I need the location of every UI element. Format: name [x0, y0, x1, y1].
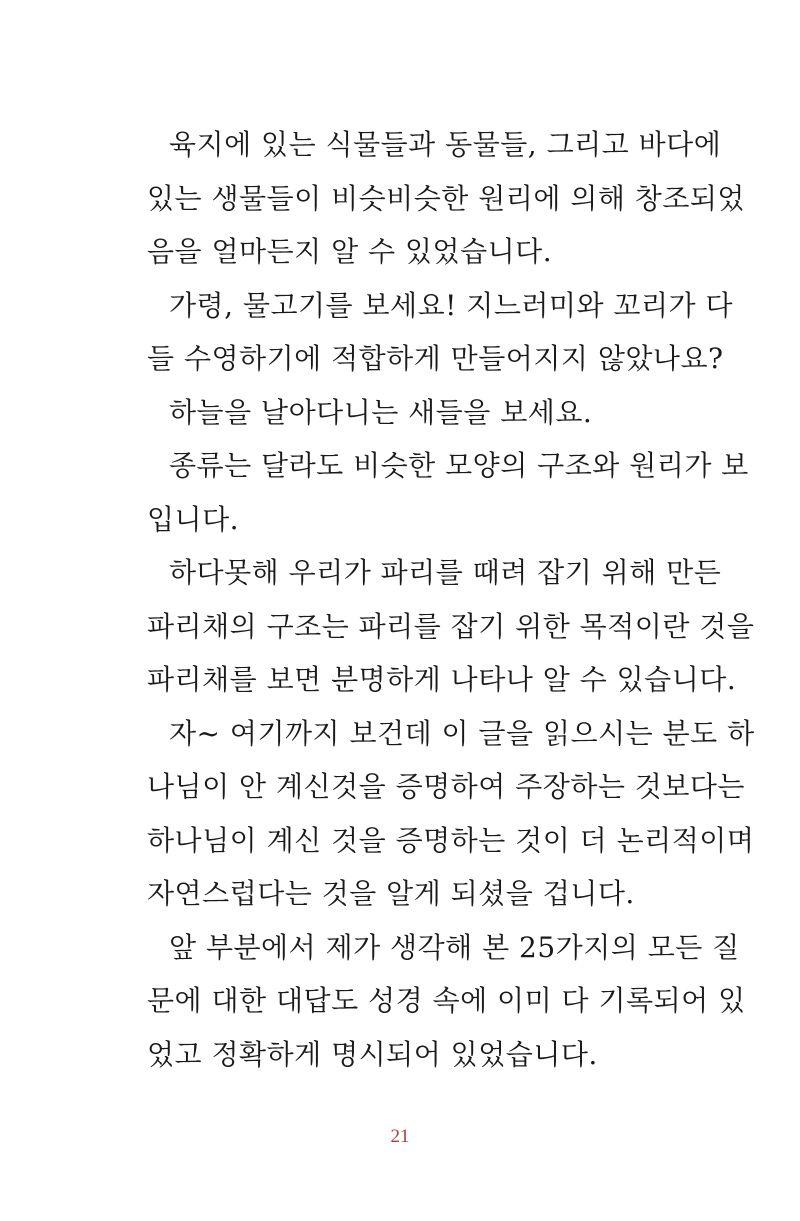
- text-line: 자연스럽다는 것을 알게 되셨을 겁니다.: [147, 877, 635, 910]
- text-line: 하늘을 날아다니는 새들을 보세요.: [169, 395, 593, 429]
- text-line: 하다못해 우리가 파리를 때려 잡기 위해 만든: [169, 556, 722, 589]
- text-line: 파리채의 구조는 파리를 잡기 위한 목적이란 것을: [147, 609, 755, 643]
- text-line: 앞 부분에서 제가 생각해 본 25가지의 모든 질: [169, 930, 740, 964]
- text-line: 파리채를 보면 분명하게 나타나 알 수 있습니다.: [147, 663, 737, 696]
- text-line: 가령, 물고기를 보세요! 지느러미와 꼬리가 다: [169, 288, 734, 322]
- text-line: 육지에 있는 식물들과 동물들, 그리고 바다에: [169, 128, 722, 161]
- text-line: 입니다.: [147, 502, 240, 536]
- text-line: 나님이 안 계신것을 증명하여 주장하는 것보다는: [147, 770, 745, 803]
- text-line: 들 수영하기에 적합하게 만들어지지 않았나요?: [147, 342, 724, 375]
- text-line: 종류는 달라도 비슷한 모양의 구조와 원리가 보: [169, 449, 749, 482]
- text-line: 있는 생물들이 비슷비슷한 원리에 의해 창조되었: [147, 181, 745, 215]
- body-text: [147, 118, 755, 1081]
- page-number: 21: [390, 1126, 410, 1147]
- text-line: 었고 정확하게 명시되어 있었습니다.: [147, 1037, 598, 1071]
- text-line: 문에 대한 대답도 성경 속에 이미 다 기록되어 있: [147, 984, 746, 1017]
- text-line: 하나님이 계신 것을 증명하는 것이 더 논리적이며: [147, 823, 755, 857]
- text-line: 음을 얼마든지 알 수 있었습니다.: [147, 235, 553, 268]
- text-line: 자~ 여기까지 보건데 이 글을 읽으시는 분도 하: [169, 716, 755, 750]
